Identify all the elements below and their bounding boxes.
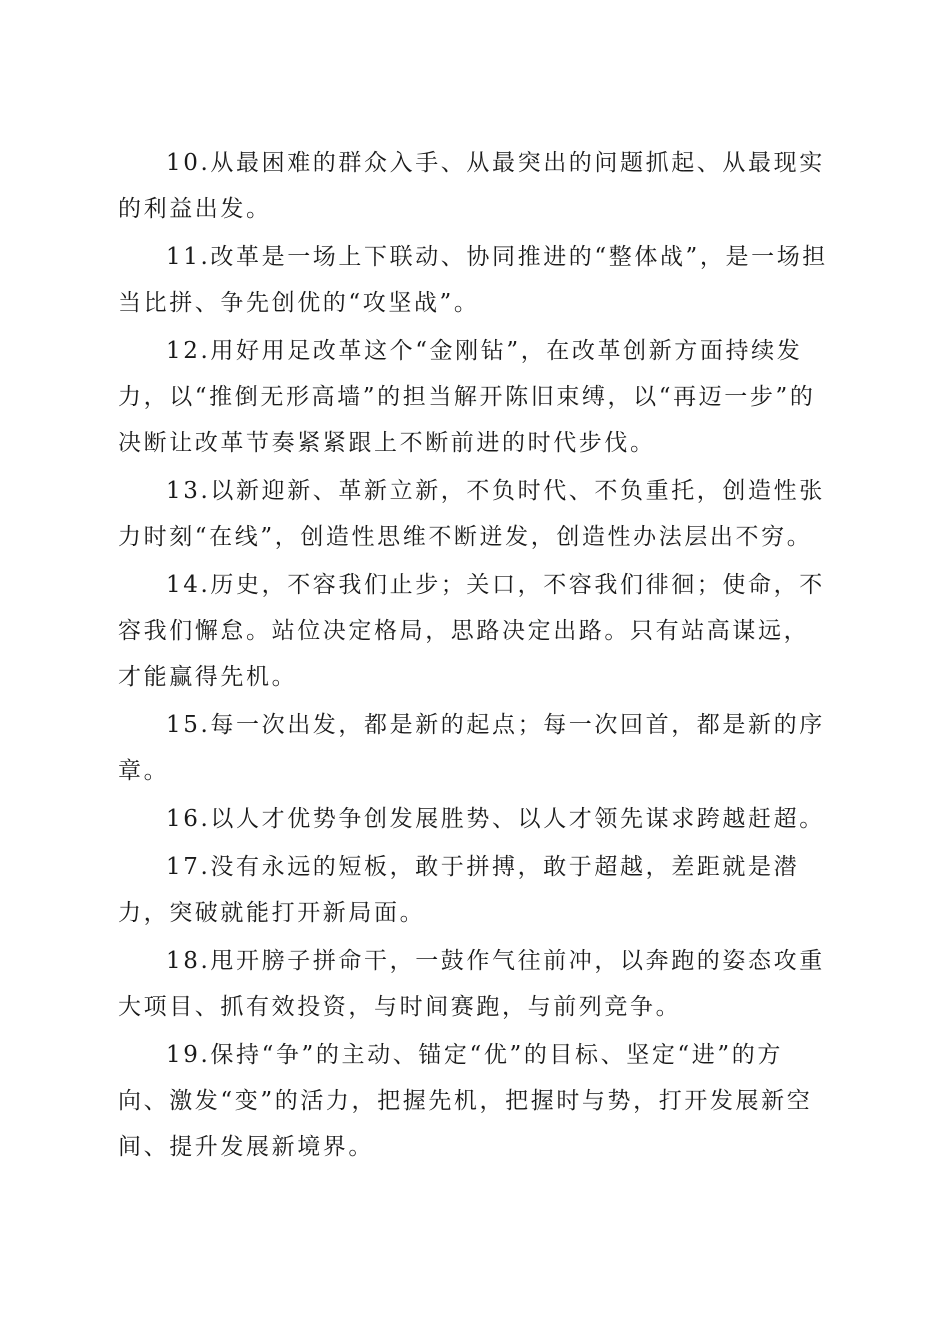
paragraph-17 xyxy=(118,844,830,936)
paragraph-16 xyxy=(118,796,830,842)
paragraph-text: 保持“争”的主动、锚定“优”的目标、坚定“进”的方向、激发“变”的活力，把握先机，把握时与势，打开发展新空间、提升发展新境界。 xyxy=(118,1042,813,1160)
paragraph-number: 18. xyxy=(166,948,211,974)
paragraph-15 xyxy=(118,702,830,794)
paragraph-14 xyxy=(118,562,830,700)
paragraph-text: 改革是一场上下联动、协同推进的“整体战”，是一场担当比拼、争先创优的“攻坚战”。 xyxy=(118,244,828,316)
paragraph-text: 历史，不容我们止步；关口，不容我们徘徊；使命，不容我们懈怠。站位决定格局，思路决定出路。只有站高谋远，才能赢得先机。 xyxy=(118,572,825,690)
paragraph-text: 没有永远的短板，敢于拼搏，敢于超越，差距就是潜力，突破就能打开新局面。 xyxy=(118,854,800,926)
paragraph-text: 从最困难的群众入手、从最突出的问题抓起、从最现实的利益出发。 xyxy=(118,150,825,222)
paragraph-number: 19. xyxy=(166,1042,211,1068)
paragraph-text: 每一次出发，都是新的起点；每一次回首，都是新的序章。 xyxy=(118,712,825,784)
paragraph-text: 以新迎新、革新立新，不负时代、不负重托，创造性张力时刻“在线”，创造性思维不断迸发，创造性办法层出不穷。 xyxy=(118,478,825,550)
paragraph-number: 11. xyxy=(166,244,211,270)
paragraph-number: 13. xyxy=(166,478,211,504)
paragraph-text: 甩开膀子拼命干，一鼓作气往前冲，以奔跑的姿态攻重大项目、抓有效投资，与时间赛跑，与前列竞争。 xyxy=(118,948,825,1020)
paragraph-number: 10. xyxy=(166,150,211,176)
paragraph-18 xyxy=(118,938,830,1030)
paragraph-text: 以人才优势争创发展胜势、以人才领先谋求跨越赶超。 xyxy=(210,806,825,832)
paragraph-number: 14. xyxy=(166,572,211,598)
paragraph-11 xyxy=(118,234,830,326)
paragraph-number: 16. xyxy=(166,806,211,832)
paragraph-text: 用好用足改革这个“金刚钻”，在改革创新方面持续发力，以“推倒无形高墙”的担当解开陈旧束缚，以“再迈一步”的决断让改革节奏紧紧跟上不断前进的时代步伐。 xyxy=(118,338,816,456)
paragraph-number: 15. xyxy=(166,712,211,738)
paragraph-12 xyxy=(118,328,830,466)
paragraph-number: 12. xyxy=(166,338,211,364)
paragraph-19 xyxy=(118,1032,830,1170)
paragraph-number: 17. xyxy=(166,854,211,880)
paragraph-13 xyxy=(118,468,830,560)
document-body xyxy=(118,140,830,1172)
paragraph-10 xyxy=(118,140,830,232)
